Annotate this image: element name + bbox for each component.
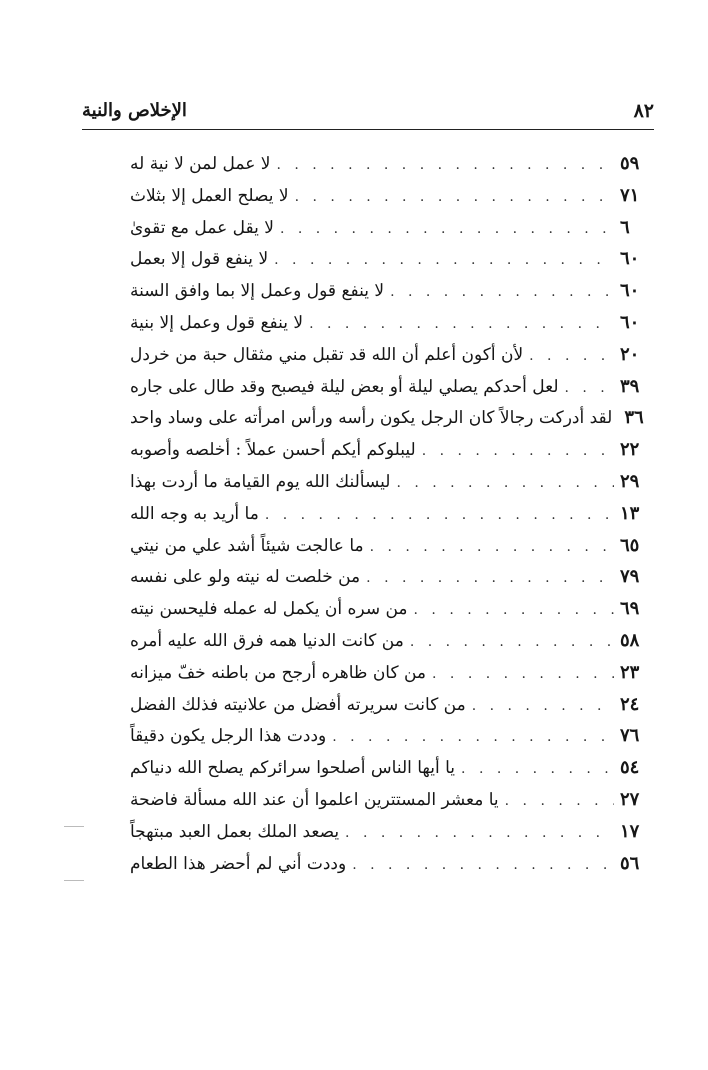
entry-page-number: ٥٨ xyxy=(620,629,640,651)
entry-page-number: ٥٦ xyxy=(620,852,640,874)
entry-text: يصعد الملك بعمل العبد مبتهجاً xyxy=(130,821,340,842)
leader-dots xyxy=(280,221,614,237)
index-entry xyxy=(130,376,654,408)
page-number: ٨٢ xyxy=(633,100,654,122)
entry-page-number: ٧١ xyxy=(620,184,640,206)
entry-page-number: ٣٩ xyxy=(620,375,640,397)
index-entry xyxy=(130,789,654,821)
index-entry xyxy=(130,407,654,439)
leader-dots xyxy=(332,729,614,745)
index-entry xyxy=(130,725,654,757)
leader-dots xyxy=(265,507,614,523)
leader-dots xyxy=(390,284,614,300)
index-entry xyxy=(130,662,654,694)
entry-text: من كان ظاهره أرجح من باطنه خفّ ميزانه xyxy=(130,662,427,683)
index-entry xyxy=(130,471,654,503)
entry-text: يا أيها الناس أصلحوا سرائركم يصلح الله دنياكم xyxy=(130,758,456,779)
scan-margin-mark xyxy=(64,826,84,827)
entry-text: لا ينفع قول وعمل إلا بما وافق السنة xyxy=(130,281,385,302)
leader-dots xyxy=(461,761,614,777)
entry-text: من كانت سريرته أفضل من علانيته فذلك الفضل xyxy=(130,694,466,715)
index-entry xyxy=(130,566,654,598)
entry-text: وددت أني لم أحضر هذا الطعام xyxy=(130,853,347,874)
entry-page-number: ٢٢ xyxy=(620,439,640,461)
entry-page-number: ٦ xyxy=(620,216,630,238)
entry-text: لا يصلح العمل إلا بثلاث xyxy=(130,185,289,206)
entry-page-number: ٢٩ xyxy=(620,470,640,492)
leader-dots xyxy=(410,634,614,650)
entry-page-number: ٦٥ xyxy=(620,534,640,556)
leader-dots xyxy=(414,602,614,618)
entry-text: لعل أحدكم يصلي ليلة أو بعض ليلة فيصبح وقد طال على جاره xyxy=(130,376,559,397)
leader-dots xyxy=(274,252,614,268)
entry-page-number: ٢٠ xyxy=(620,343,640,365)
entry-page-number: ٥٤ xyxy=(620,757,640,779)
index-entry xyxy=(130,153,654,185)
leader-dots xyxy=(309,316,614,332)
index-entry xyxy=(130,694,654,726)
entry-text: ما أريد به وجه الله xyxy=(130,503,259,524)
entry-text: وددت هذا الرجل يكون دقيقاً xyxy=(130,726,327,747)
index-entry xyxy=(130,312,654,344)
entry-text: ما عالجت شيئاً أشد علي من نيتي xyxy=(130,535,364,556)
leader-dots xyxy=(295,189,614,205)
entry-text: من سره أن يكمل له عمله فليحسن نيته xyxy=(130,599,408,620)
index-entry xyxy=(130,185,654,217)
entry-page-number: ٥٩ xyxy=(620,153,640,174)
index-entry xyxy=(130,280,654,312)
leader-dots xyxy=(529,348,614,364)
entry-text: لا ينفع قول وعمل إلا بنية xyxy=(130,312,304,333)
index-entry xyxy=(130,630,654,662)
entry-page-number: ١٧ xyxy=(620,820,640,842)
entry-page-number: ٦٠ xyxy=(620,248,640,270)
entry-text: من كانت الدنيا همه فرق الله عليه أمره xyxy=(130,630,404,651)
entry-page-number: ٦٠ xyxy=(620,311,640,333)
index-entry xyxy=(130,757,654,789)
leader-dots xyxy=(472,698,614,714)
index-list xyxy=(130,153,654,884)
leader-dots xyxy=(352,857,614,873)
entry-text: ليسألنك الله يوم القيامة ما أردت بهذا xyxy=(130,471,391,492)
entry-page-number: ٧٦ xyxy=(620,725,640,747)
leader-dots xyxy=(432,666,614,682)
entry-page-number: ٦٩ xyxy=(620,598,640,620)
header-divider xyxy=(82,129,654,130)
index-entry xyxy=(130,821,654,853)
entry-text: ليبلوكم أيكم أحسن عملاً : أخلصه وأصوبه xyxy=(130,440,416,461)
entry-page-number: ٢٣ xyxy=(620,661,640,683)
index-entry xyxy=(130,248,654,280)
leader-dots xyxy=(366,570,614,586)
entry-text: لا ينفع قول إلا بعمل xyxy=(130,249,269,270)
entry-page-number: ٦٠ xyxy=(620,280,640,302)
index-entry xyxy=(130,503,654,535)
leader-dots xyxy=(505,793,614,809)
entry-text: من خلصت له نيته ولو على نفسه xyxy=(130,567,361,588)
entry-text: لا عمل لمن لا نية له xyxy=(130,154,271,174)
entry-text: لقد أدركت رجالاً كان الرجل يكون رأسه ورأس امرأته على وساد واحد xyxy=(130,408,613,429)
index-entry xyxy=(130,439,654,471)
leader-dots xyxy=(422,443,614,459)
entry-page-number: ٣٦ xyxy=(624,407,644,429)
index-entry xyxy=(130,853,654,885)
entry-text: لأن أكون أعلم أن الله قد تقبل مني مثقال حبة من خردل xyxy=(130,344,524,365)
entry-page-number: ٢٧ xyxy=(620,788,640,810)
leader-dots xyxy=(276,157,614,173)
header-title: الإخلاص والنية xyxy=(82,100,187,121)
entry-page-number: ١٣ xyxy=(620,502,640,524)
index-entry xyxy=(130,535,654,567)
entry-page-number: ٢٤ xyxy=(620,693,640,715)
leader-dots xyxy=(345,825,614,841)
entry-text: يا معشر المستترين اعلموا أن عند الله مسألة فاضحة xyxy=(130,789,499,810)
entry-text: لا يقل عمل مع تقوىٰ xyxy=(130,217,274,238)
entry-page-number: ٧٩ xyxy=(620,566,640,588)
index-entry xyxy=(130,598,654,630)
running-header xyxy=(82,96,654,124)
leader-dots xyxy=(565,380,615,396)
index-entry xyxy=(130,217,654,249)
leader-dots xyxy=(396,475,614,491)
index-entry xyxy=(130,344,654,376)
leader-dots xyxy=(370,539,614,555)
scan-margin-mark xyxy=(64,880,84,881)
